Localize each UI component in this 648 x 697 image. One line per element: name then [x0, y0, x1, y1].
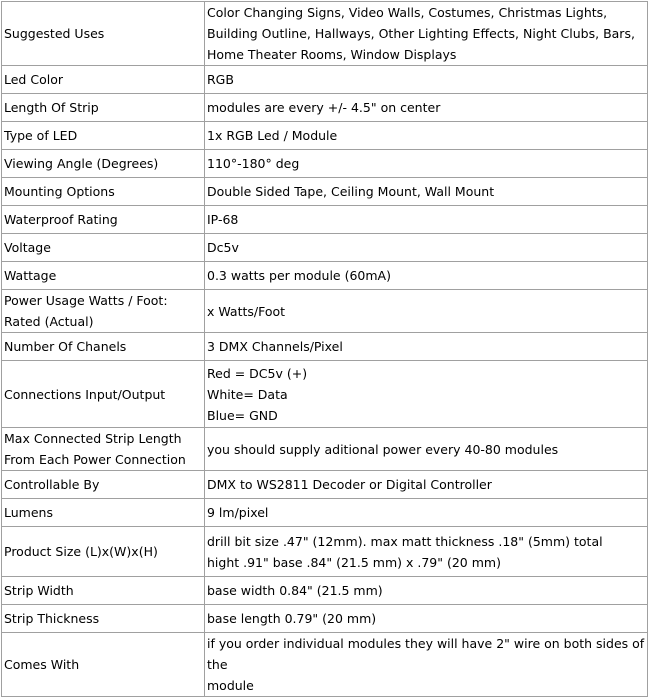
- spec-table-body: [2, 2, 647, 696]
- spec-value-line: White= Data: [207, 386, 288, 402]
- spec-value-line: Red = DC5v (+): [207, 365, 308, 381]
- spec-value-line: Double Sided Tape, Ceiling Mount, Wall Mount: [207, 184, 495, 199]
- spec-label: Comes With: [2, 633, 204, 696]
- spec-value-line: DMX to WS2811 Decoder or Digital Controller: [207, 477, 492, 492]
- spec-label: Viewing Angle (Degrees): [2, 150, 204, 177]
- spec-label: Length Of Strip: [2, 94, 204, 121]
- spec-value: [205, 428, 647, 470]
- spec-value: [205, 2, 647, 65]
- spec-label: Power Usage Watts / Foot: Rated (Actual): [2, 290, 204, 332]
- spec-value: [205, 206, 647, 233]
- table-row: [2, 361, 647, 427]
- spec-value-line: hight .91" base .84" (21.5 mm) x .79" (20 mm): [207, 554, 501, 570]
- spec-value: [205, 262, 647, 289]
- table-row: [2, 178, 647, 205]
- spec-value: [205, 234, 647, 261]
- spec-label: Product Size (L)x(W)x(H): [2, 527, 204, 576]
- table-row: [2, 94, 647, 121]
- spec-value-line: Home Theater Rooms, Window Displays: [207, 47, 457, 62]
- spec-value-line: Dc5v: [207, 240, 239, 255]
- spec-value: [205, 361, 647, 427]
- table-row: [2, 290, 647, 332]
- table-row: [2, 234, 647, 261]
- spec-value-line: you should supply aditional power every 40-80 modules: [207, 441, 559, 457]
- table-row: [2, 527, 647, 576]
- table-row: [2, 499, 647, 526]
- table-row: [2, 633, 647, 696]
- table-row: [2, 428, 647, 470]
- spec-label: Strip Thickness: [2, 605, 204, 632]
- spec-value: [205, 122, 647, 149]
- spec-table: [1, 1, 648, 697]
- spec-value: [205, 66, 647, 93]
- spec-value: [205, 94, 647, 121]
- table-row: [2, 2, 647, 65]
- spec-value: [205, 605, 647, 632]
- spec-label: Suggested Uses: [2, 2, 204, 65]
- spec-value: [205, 290, 647, 332]
- spec-value-line: 3 DMX Channels/Pixel: [207, 339, 343, 354]
- spec-value-line: RGB: [207, 72, 234, 87]
- table-row: [2, 333, 647, 360]
- spec-label: Waterproof Rating: [2, 206, 204, 233]
- table-row: [2, 577, 647, 604]
- table-row: [2, 66, 647, 93]
- table-row: [2, 471, 647, 498]
- spec-label: Controllable By: [2, 471, 204, 498]
- spec-value: [205, 150, 647, 177]
- table-row: [2, 150, 647, 177]
- spec-value-line: module: [207, 678, 254, 693]
- spec-label: Lumens: [2, 499, 204, 526]
- spec-value-line: Color Changing Signs, Video Walls, Costumes, Christmas Lights,: [207, 5, 608, 20]
- spec-label: Type of LED: [2, 122, 204, 149]
- spec-label: Led Color: [2, 66, 204, 93]
- spec-value: [205, 178, 647, 205]
- spec-value: [205, 333, 647, 360]
- spec-label: Wattage: [2, 262, 204, 289]
- spec-value-line: 0.3 watts per module (60mA): [207, 268, 391, 283]
- table-row: [2, 122, 647, 149]
- spec-value-line: if you order individual modules they will have 2" wire on both sides of the: [207, 636, 645, 672]
- spec-value: [205, 577, 647, 604]
- spec-value-line: Building Outline, Hallways, Other Lighting Effects, Night Clubs, Bars,: [207, 26, 635, 41]
- spec-value: [205, 499, 647, 526]
- spec-value-line: 110°-180° deg: [207, 156, 300, 171]
- spec-label: Mounting Options: [2, 178, 204, 205]
- spec-value-line: IP-68: [207, 212, 239, 227]
- table-row: [2, 262, 647, 289]
- spec-label: Max Connected Strip Length From Each Power Connection: [2, 428, 204, 470]
- spec-label: Number Of Chanels: [2, 333, 204, 360]
- spec-label: Connections Input/Output: [2, 361, 204, 427]
- spec-value-line: 1x RGB Led / Module: [207, 128, 338, 143]
- spec-value-line: Blue= GND: [207, 407, 278, 423]
- spec-value-line: base width 0.84" (21.5 mm): [207, 583, 383, 598]
- spec-value-line: modules are every +/- 4.5" on center: [207, 100, 441, 115]
- spec-value: [205, 471, 647, 498]
- table-row: [2, 206, 647, 233]
- spec-value: [205, 527, 647, 576]
- table-row: [2, 605, 647, 632]
- spec-value-line: x Watts/Foot: [207, 303, 286, 319]
- spec-value-line: base length 0.79" (20 mm): [207, 611, 377, 626]
- spec-label: Strip Width: [2, 577, 204, 604]
- spec-value: [205, 633, 647, 696]
- spec-value-line: drill bit size .47" (12mm). max matt thickness .18" (5mm) total: [207, 533, 603, 549]
- spec-label: Voltage: [2, 234, 204, 261]
- spec-value-line: 9 lm/pixel: [207, 505, 269, 520]
